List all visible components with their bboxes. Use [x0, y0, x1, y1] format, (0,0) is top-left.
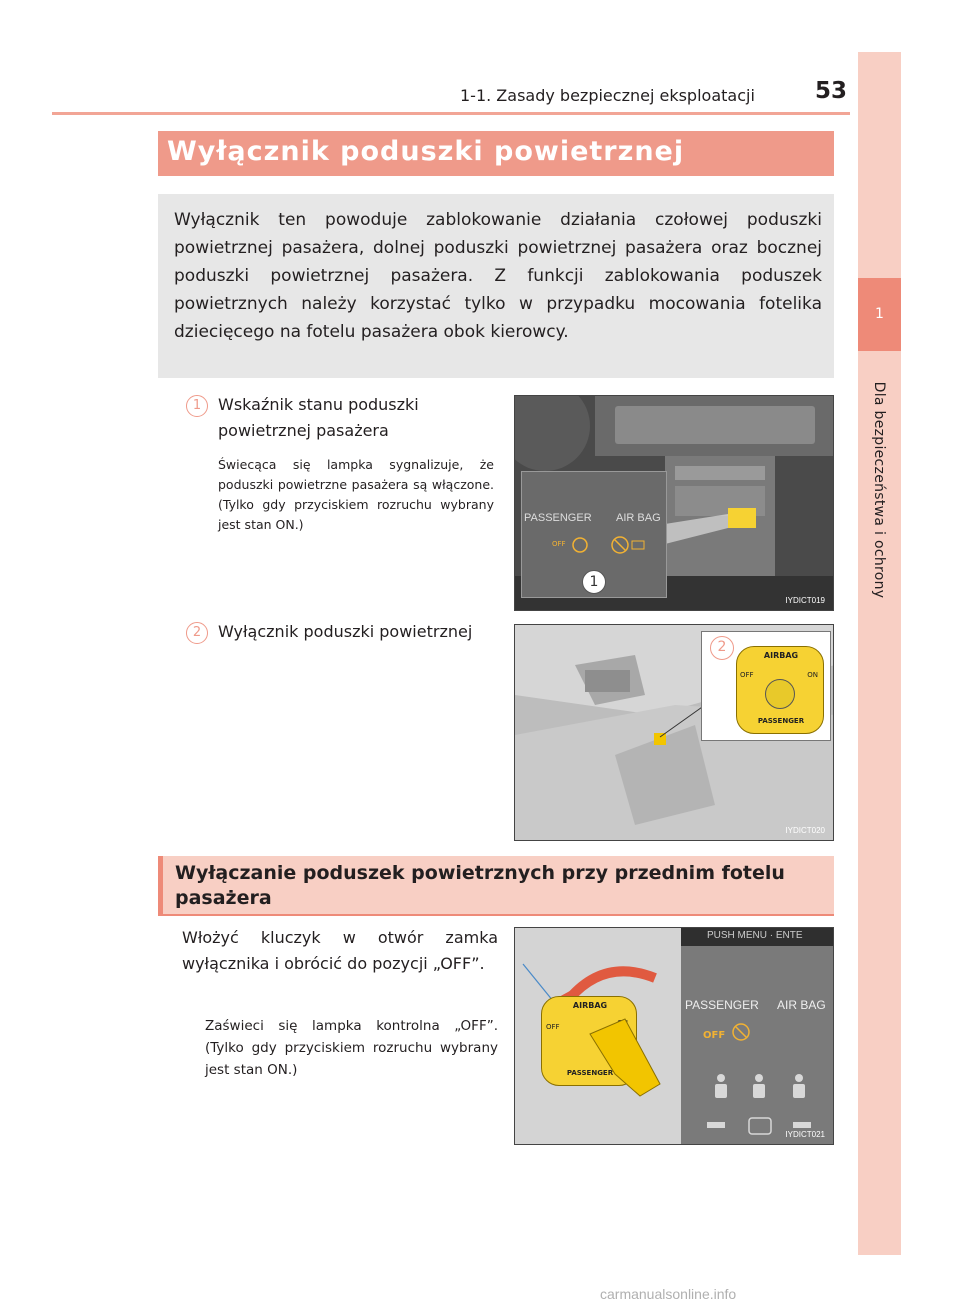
seatbelt-and-heater-icons: [681, 1022, 834, 1145]
figure-code: IYDICT019: [785, 596, 825, 605]
figure-switch-off-procedure: [514, 927, 834, 1145]
indicator-passenger-label: PASSENGER: [524, 512, 592, 524]
page-title: Wyłącznik poduszki powietrznej: [167, 136, 685, 167]
switch-off-label: OFF: [546, 1023, 560, 1031]
top-bar-label: PUSH MENU · ENTE: [707, 930, 803, 941]
key-icon: [585, 1014, 665, 1104]
section2-title-band: [158, 856, 834, 916]
item-title: Wskaźnik stanu poduszki powietrznej pasażera: [218, 395, 419, 440]
switch-passenger-label: PASSENGER: [757, 717, 805, 725]
switch-airbag-label: AIRBAG: [763, 651, 799, 660]
watermark: carmanualsonline.info: [600, 1286, 737, 1302]
section-title-band: [158, 131, 834, 176]
section2-title: Wyłączanie poduszek powietrznych przy przednim fotelu pasażera: [175, 862, 785, 909]
figure-airbag-switch-location: [514, 624, 834, 841]
indicator-passenger-label: PASSENGER: [685, 998, 759, 1012]
indicator-display: [681, 946, 834, 1145]
switch-on-label: ON: [807, 671, 818, 679]
switch-airbag-label: AIRBAG: [572, 1001, 608, 1010]
indicator-off-label: OFF: [552, 540, 566, 548]
item-number-badge: 1: [186, 395, 208, 417]
indicator-airbag-label: AIR BAG: [616, 512, 661, 524]
top-bar: [681, 928, 834, 946]
item-description: Świecąca się lampka sygnalizuje, że poduszki powietrzne pasażera są włączone. (Tylko gdy przyciskiem rozruchu wybrany jest stan ON.): [218, 457, 494, 532]
key-cylinder-icon: [765, 679, 795, 709]
instruction-note: Zaświeci się lampka kontrolna „OFF”. (Tylko gdy przyciskiem rozruchu wybrany jest stan ON.): [205, 1018, 498, 1078]
intro-box: [158, 194, 834, 378]
callout-2-badge: 2: [710, 636, 734, 660]
page-number: 53: [815, 78, 848, 104]
figure-dashboard-indicator: [514, 395, 834, 611]
figure-code: IYDICT021: [785, 1130, 825, 1139]
indicator-panel: [681, 928, 834, 1145]
airbag-switch: [736, 646, 824, 734]
intro-text: Wyłącznik ten powoduje zablokowanie działania czołowej poduszki powietrznej pasażera, dolnej poduszki powietrznej pasażera oraz bocznej poduszki powietrznej pasażera. Z funkcji zablokowania poduszek powietrznych należy korzystać tylko w przypadku mocowania fotelika dziecięcego na fotelu pasażera obok kierowcy.: [174, 210, 822, 342]
figure-code: IYDICT020: [785, 826, 825, 835]
switch-turn-panel: [515, 928, 681, 1145]
switch-off-label: OFF: [740, 671, 754, 679]
item-number-badge: 2: [186, 622, 208, 644]
airbag-indicator-icon: [570, 532, 660, 562]
switch-passenger-label: PASSENGER: [566, 1069, 614, 1077]
indicator-inset: [521, 471, 667, 598]
chapter-side-tab: [858, 52, 901, 1255]
indicator-airbag-label: AIR BAG: [777, 998, 826, 1012]
chapter-number: 1: [858, 278, 901, 351]
instruction-text: Włożyć kluczyk w otwór zamka wyłącznika i obrócić do pozycji „OFF”.: [182, 928, 498, 973]
callout-1-badge: 1: [582, 570, 606, 594]
chapter-title: Dla bezpieczeństwa i ochrony: [871, 381, 887, 599]
running-header: 1-1. Zasady bezpiecznej eksploatacji: [460, 86, 755, 105]
switch-inset: [701, 631, 831, 741]
header-rule: [52, 112, 850, 115]
item-title: Wyłącznik poduszki powietrznej: [218, 622, 473, 641]
indicator-off-label: OFF: [703, 1030, 726, 1041]
